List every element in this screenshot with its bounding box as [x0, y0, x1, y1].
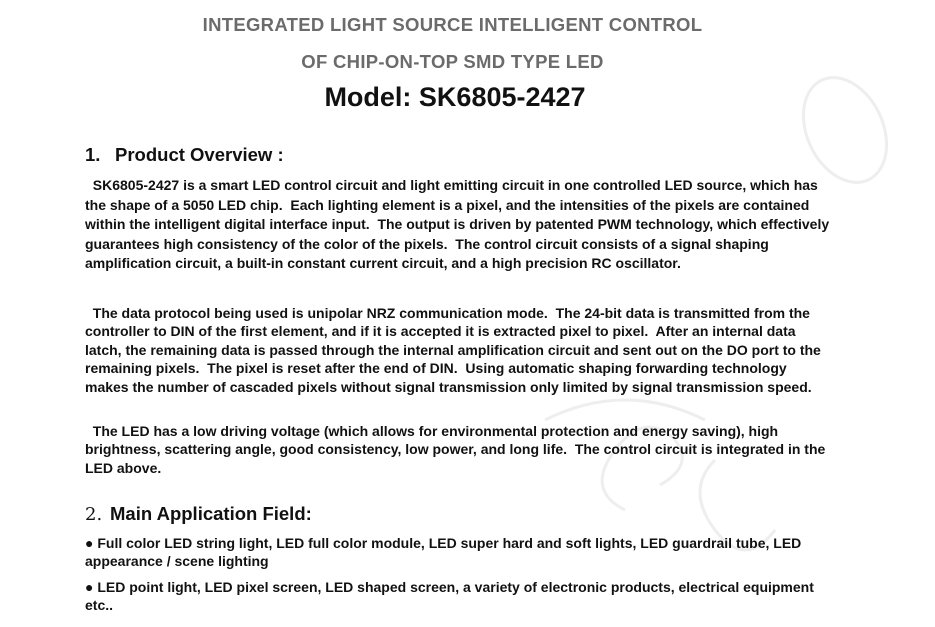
section-number: 2.: [85, 504, 103, 525]
bullet-icon: ●: [85, 535, 94, 551]
section-heading-product-overview: [85, 144, 284, 166]
overview-paragraph-2: The data protocol being used is unipolar NRZ communication mode. The 24-bit data is transmitted from the controller to DIN of the first element, and if it is accepted it is extracted pixel to pixel. After an internal data latch, the remaining data is passed through the internal amplification circuit and sent out on the DO port to the remaining pixels. The pixel is reset after the end of DIN. Using automatic shaping forwarding technology makes the number of cascaded pixels without signal transmission only limited by signal transmission speed.: [85, 305, 825, 395]
document-title-line1: INTEGRATED LIGHT SOURCE INTELLIGENT CONTROL: [202, 14, 703, 35]
section-title: Main Application Field:: [110, 503, 312, 524]
model-heading: Model: SK6805-2427: [324, 82, 586, 112]
application-list-item: [85, 534, 830, 571]
overview-paragraph-1: SK6805-2427 is a smart LED control circuit and light emitting circuit in one controlled LED source, which has the shape of a 5050 LED chip. Each lighting element is a pixel, and the intensities of the pixels are contained within the intelligent digital interface input. The output is driven by patented PWM technology, which effectively guarantees high consistency of the color of the pixels. The control circuit consists of a signal shaping amplification circuit, a built-in constant current circuit, and a high precision RC oscillator.: [85, 177, 834, 272]
document-title-line2: OF CHIP-ON-TOP SMD TYPE LED: [301, 51, 604, 72]
overview-paragraph-3: The LED has a low driving voltage (which allows for environmental protection and energy saving), high brightness, scattering angle, good consistency, low power, and long life. The control circuit is integrated in the LED above.: [85, 423, 830, 476]
application-item-text: LED point light, LED pixel screen, LED shaped screen, a variety of electronic products, electrical equipment etc..: [85, 579, 814, 614]
section-title: Product Overview :: [115, 144, 284, 165]
application-item-text: Full color LED string light, LED full color module, LED super hard and soft lights, LED guardrail tube, LED appearance / scene lighting: [85, 535, 802, 570]
application-list-item: [85, 578, 830, 615]
bullet-icon: ●: [85, 579, 94, 595]
section-heading-application-field: [85, 503, 312, 525]
section-number: 1.: [85, 144, 101, 165]
